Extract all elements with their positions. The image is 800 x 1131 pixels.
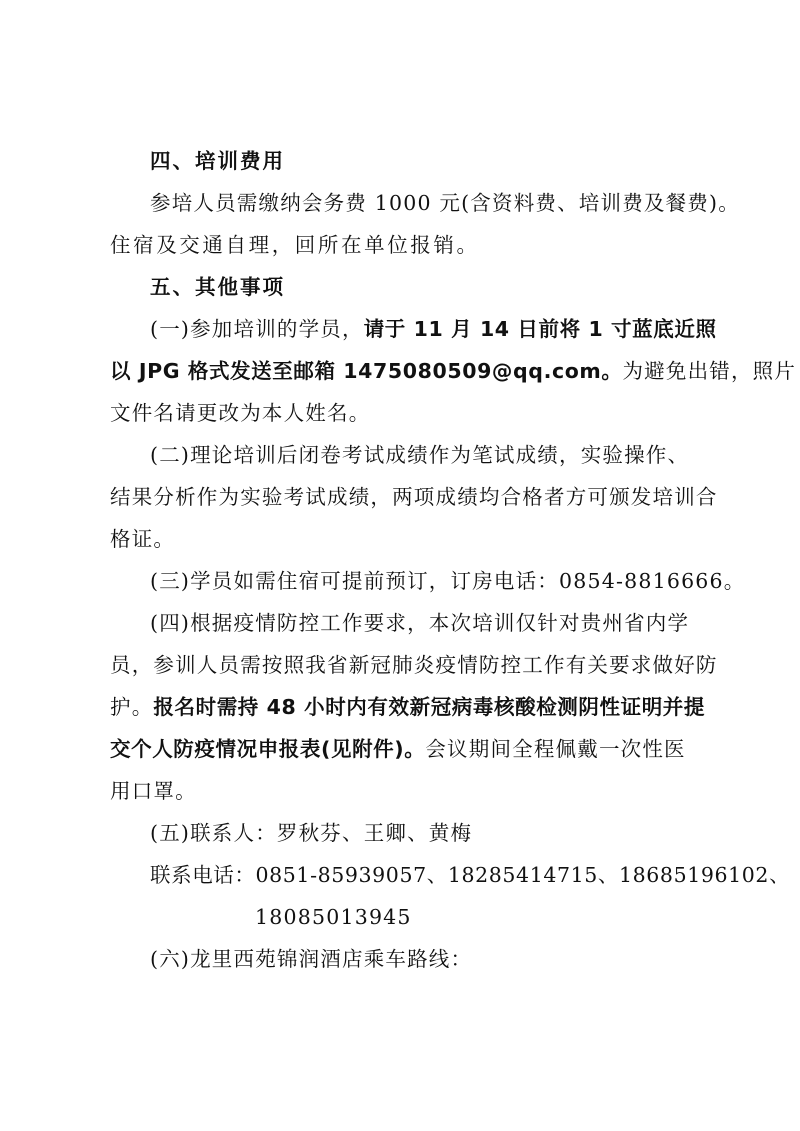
item-1-line-1-normal: (一)参加培训的学员，	[150, 317, 364, 341]
item-4-line-3-normal: 护。	[110, 695, 154, 719]
fee-paragraph-line-2: 住宿及交通自理，回所在单位报销。	[110, 233, 480, 257]
item-4-line-3	[110, 689, 706, 725]
item-5-contacts: (五)联系人：罗秋芬、王卿、黄梅	[150, 821, 473, 845]
item-5-phone-line-2: 18085013945	[255, 905, 412, 929]
item-4-line-5: 用口罩。	[110, 779, 197, 803]
item-1-line-3: 文件名请更改为本人姓名。	[110, 401, 371, 425]
item-1-line-2-bold: 以 JPG 格式发送至邮箱 1475080509@qq.com。	[110, 359, 623, 383]
item-2-line-3: 格证。	[110, 527, 176, 551]
item-4-line-4-normal: 会议期间全程佩戴一次性医	[425, 737, 686, 761]
section-4-heading: 四、培训费用	[150, 149, 285, 173]
item-4-line-2: 员，参训人员需按照我省新冠肺炎疫情防控工作有关要求做好防	[110, 653, 718, 677]
item-6-route: (六)龙里西苑锦润酒店乘车路线：	[150, 947, 473, 971]
item-3-line-1: (三)学员如需住宿可提前预订，订房电话：0854-8816666。	[150, 569, 746, 593]
item-1-line-2	[110, 353, 797, 389]
item-5-phone-line-1: 联系电话：0851-85939057、18285414715、18685196102、	[150, 863, 791, 887]
item-4-line-3-bold: 报名时需持 48 小时内有效新冠病毒核酸检测阴性证明并提	[153, 695, 706, 719]
section-5-heading: 五、其他事项	[150, 275, 285, 299]
item-1-line-2-normal: 为避免出错，照片	[622, 359, 797, 383]
item-2-line-1: (二)理论培训后闭卷考试成绩作为笔试成绩，实验操作、	[150, 443, 690, 467]
item-4-line-1: (四)根据疫情防控工作要求，本次培训仅针对贵州省内学	[150, 611, 690, 635]
fee-paragraph-line-1: 参培人员需缴纳会务费 1000 元(含资料费、培训费及餐费)。	[150, 191, 740, 215]
item-2-line-2: 结果分析作为实验考试成绩，两项成绩均合格者方可颁发培训合	[110, 485, 718, 509]
item-4-line-4-bold: 交个人防疫情况申报表(见附件)。	[110, 737, 426, 761]
item-4-line-4	[110, 731, 700, 767]
item-1-line-1	[150, 311, 717, 347]
item-1-line-1-bold: 请于 11 月 14 日前将 1 寸蓝底近照	[363, 317, 717, 341]
